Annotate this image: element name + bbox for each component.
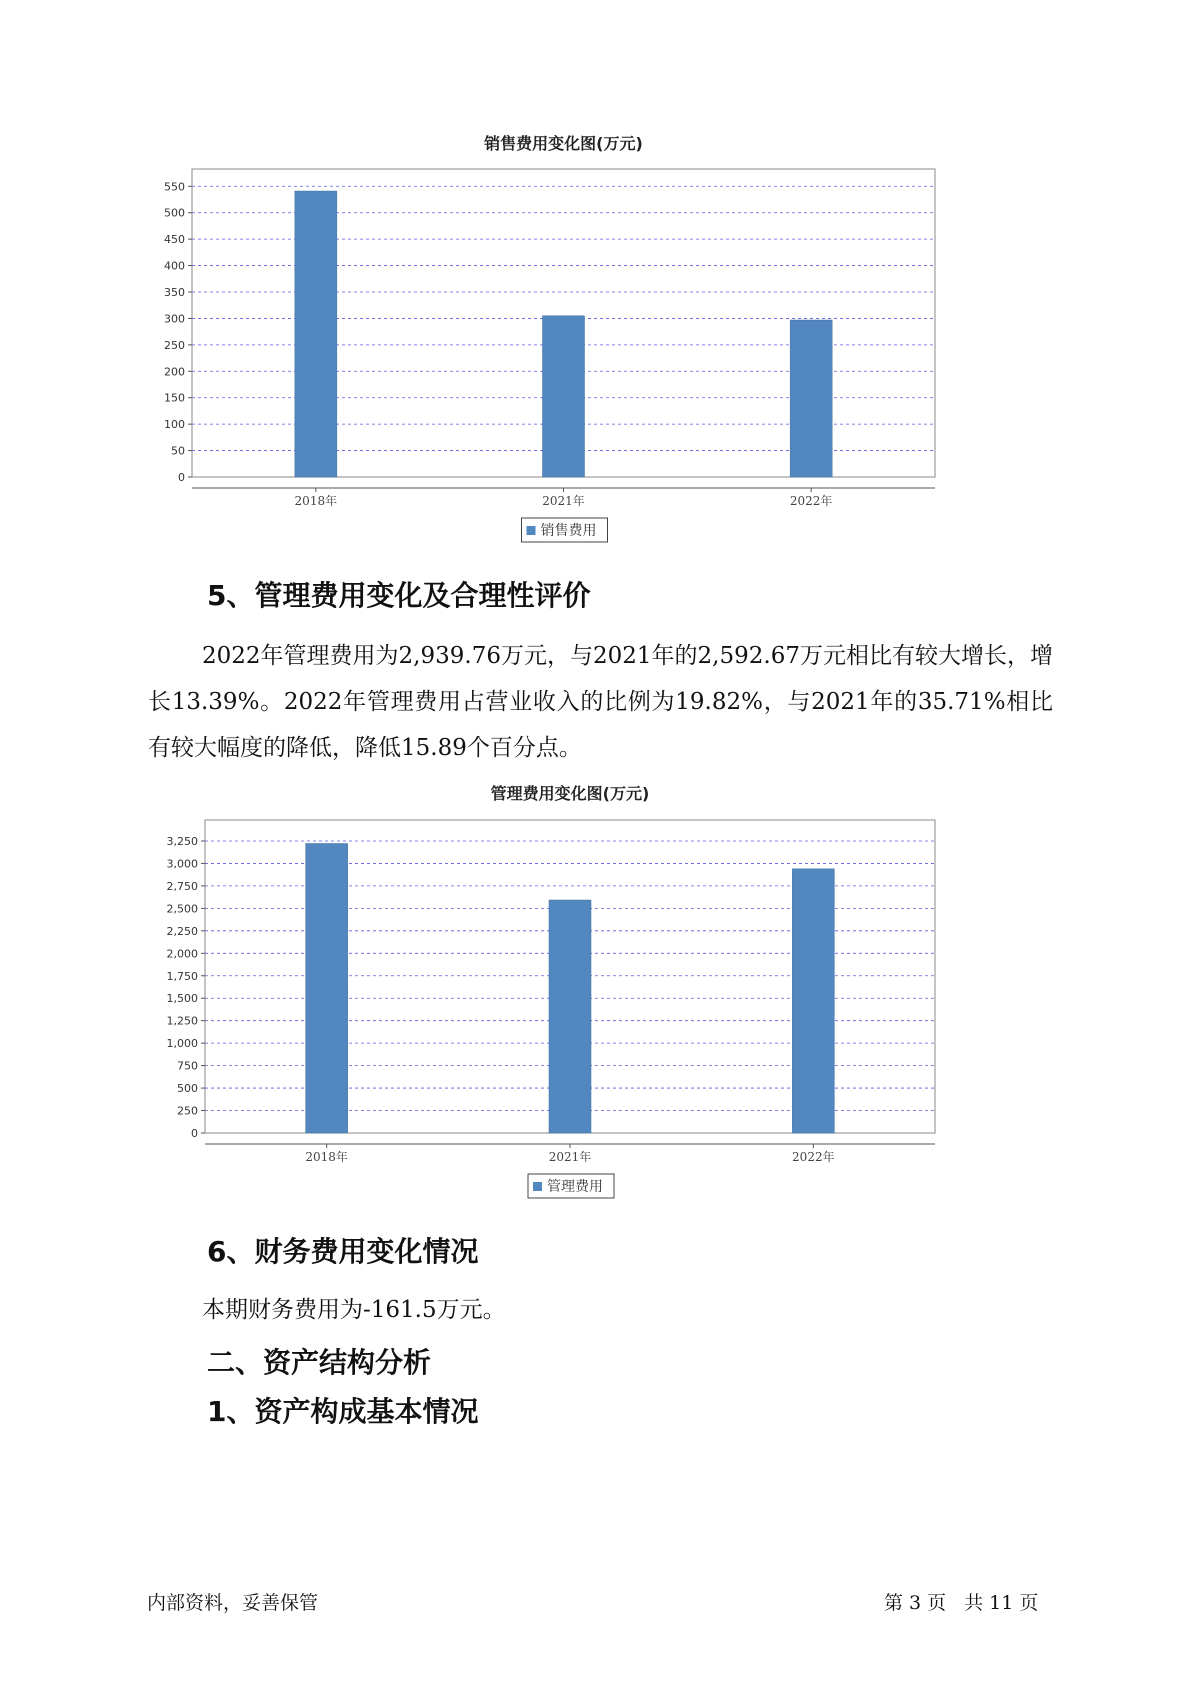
y-tick-label: 450 [164,233,185,247]
legend-label: 销售费用 [540,523,597,539]
legend-swatch [533,1182,542,1191]
bar [790,320,832,477]
x-tick-label: 2022年 [792,1150,835,1164]
admin-expense-chart-svg [150,785,1030,1205]
chart-title: 管理费用变化图(万元) [490,784,650,803]
bar [306,844,348,1133]
total-pages: 11 [989,1592,1014,1614]
x-tick-label: 2018年 [294,494,338,508]
y-tick-label: 500 [177,1082,198,1096]
section-6-heading: 6、财务费用变化情况 [207,1235,479,1268]
y-tick-label: 0 [178,471,185,484]
bar [543,316,585,477]
total-prefix: 共 [964,1592,984,1614]
y-tick-label: 1,750 [166,969,198,983]
chart-title: 销售费用变化图(万元) [484,134,643,153]
y-tick-label: 750 [177,1059,198,1073]
section-2-1-heading: 1、资产构成基本情况 [207,1395,479,1428]
footer-page-info [884,1588,1044,1615]
sales-expense-chart-svg [150,135,1030,555]
y-tick-label: 250 [177,1104,198,1118]
footer-confidential-note: 内部资料，妥善保管 [147,1592,319,1614]
y-tick-label: 2,000 [166,947,198,961]
y-tick-label: 400 [164,259,185,273]
y-tick-label: 250 [164,338,185,352]
x-tick-label: 2021年 [548,1150,592,1164]
y-tick-label: 2,500 [166,902,198,916]
y-tick-label: 500 [164,206,185,220]
y-tick-label: 200 [164,365,185,379]
page-prefix: 第 [884,1592,904,1614]
y-tick-label: 100 [164,418,185,432]
page-number: 3 [909,1592,922,1614]
bar [549,900,591,1133]
y-tick-label: 1,500 [166,992,198,1006]
x-tick-label: 2021年 [542,494,585,508]
legend-label: 管理费用 [547,1179,603,1195]
y-tick-label: 50 [171,444,185,458]
y-tick-label: 1,250 [166,1014,198,1028]
y-tick-label: 3,250 [166,834,198,848]
y-tick-label: 2,250 [166,924,198,938]
total-suffix: 页 [1019,1592,1039,1614]
y-tick-label: 300 [164,312,185,326]
y-tick-label: 150 [164,391,185,405]
y-tick-label: 0 [191,1127,198,1140]
bar [295,191,337,477]
bar [792,869,834,1133]
sales-expense-chart [150,135,1030,555]
y-tick-label: 1,000 [166,1037,198,1051]
x-tick-label: 2022年 [789,494,833,508]
y-tick-label: 3,000 [166,857,198,871]
y-tick-label: 350 [164,286,185,299]
section-6-paragraph: 本期财务费用为-161.5万元。 [202,1297,506,1323]
section-5-heading: 5、管理费用变化及合理性评价 [207,579,591,612]
part-2-heading: 二、资产结构分析 [207,1346,432,1379]
y-tick-label: 2,750 [166,879,198,893]
admin-expense-chart [150,785,1030,1205]
x-tick-label: 2018年 [305,1150,348,1164]
page-suffix: 页 [927,1592,947,1614]
legend-swatch [527,526,536,535]
y-tick-label: 550 [164,180,185,194]
section-5-paragraph: 2022年管理费用为2,939.76万元，与2021年的2,592.67万元相比有较大增长，增长13.39%。2022年管理费用占营业收入的比例为19.82%，与2021年的35.71%相比有较大幅度的降低，降低15.89个百分点。 [148,643,1053,761]
